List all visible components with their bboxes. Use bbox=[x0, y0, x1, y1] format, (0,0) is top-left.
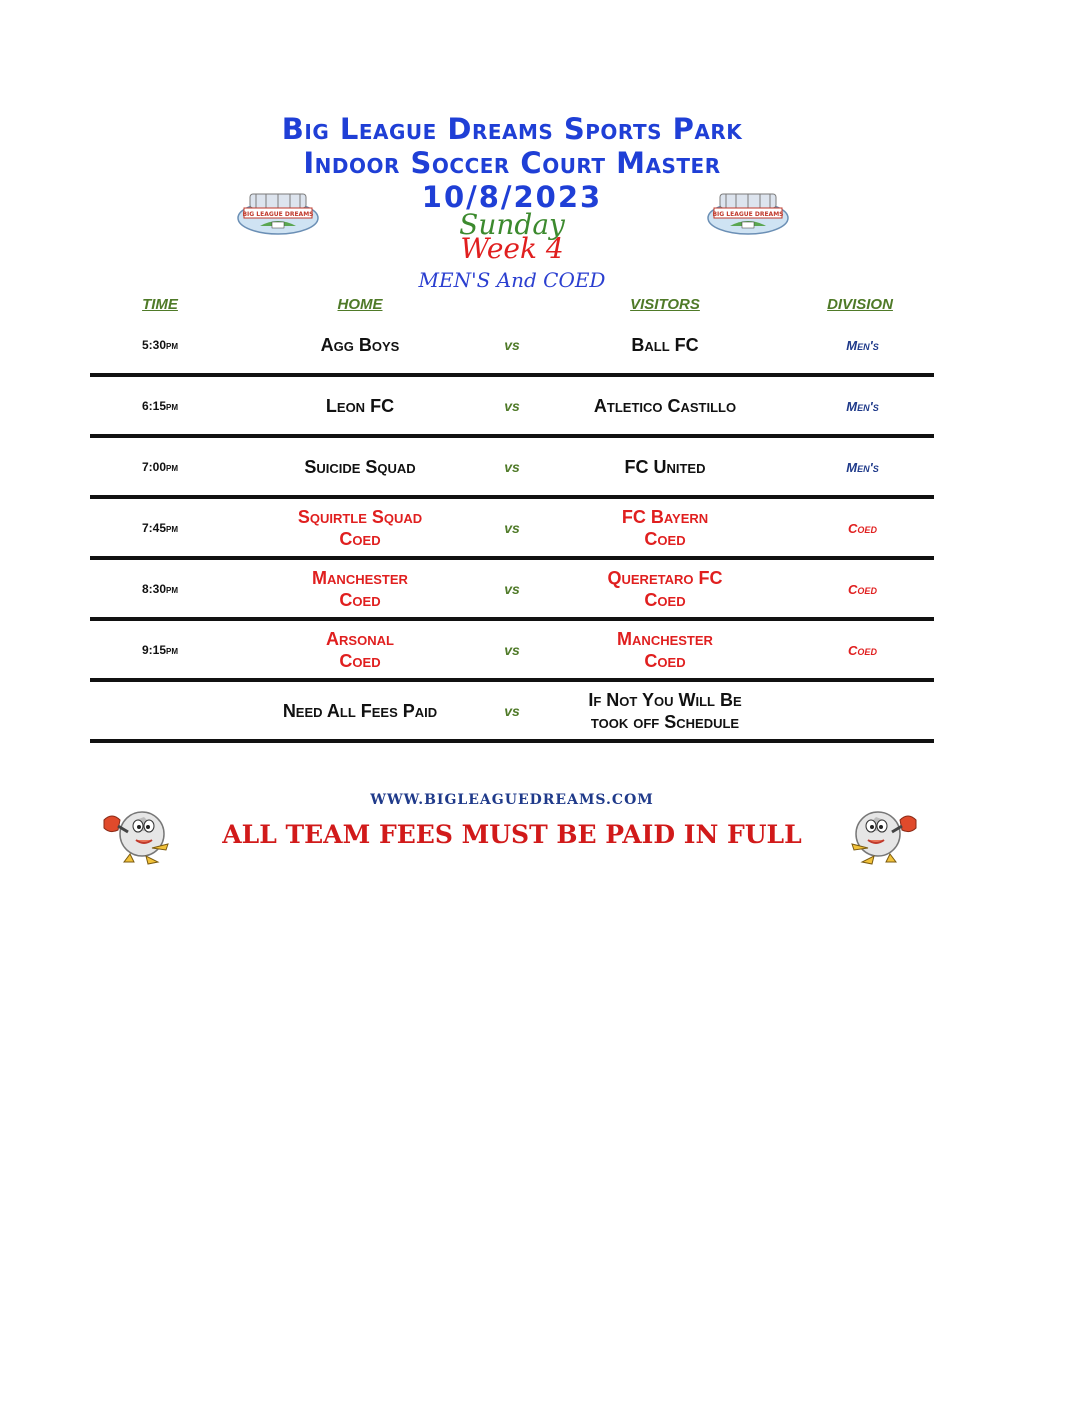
home-team bbox=[240, 681, 480, 741]
game-time bbox=[120, 681, 200, 741]
game-time: 7:45pm bbox=[141, 521, 179, 535]
home-team-line: Need All Fees Paid bbox=[282, 701, 438, 721]
visitor-team bbox=[545, 620, 785, 680]
column-header-home: HOME bbox=[337, 296, 383, 313]
schedule-date: 10/8/2023 bbox=[421, 180, 603, 214]
visitor-team-line: Coed bbox=[644, 590, 686, 610]
visitor-team bbox=[545, 315, 785, 375]
visitor-team-line: Coed bbox=[644, 651, 686, 671]
visitor-team bbox=[545, 498, 785, 558]
visitor-team-line: If Not You Will Be bbox=[588, 690, 742, 710]
soccer-ball-mascot-right bbox=[842, 796, 924, 866]
versus-label: vs bbox=[504, 703, 520, 719]
visitor-team-line: Manchester bbox=[617, 629, 713, 649]
division-label: Men's bbox=[846, 398, 879, 414]
visitor-team bbox=[545, 681, 785, 741]
game-row bbox=[90, 620, 934, 680]
home-team bbox=[240, 315, 480, 375]
home-team bbox=[240, 437, 480, 497]
fees-notice: ALL TEAM FEES MUST BE PAID IN FULL bbox=[222, 820, 802, 849]
game-row bbox=[90, 559, 934, 619]
division-label bbox=[805, 681, 920, 741]
visitor-team-line: Atletico Castillo bbox=[593, 396, 737, 416]
visitor-team bbox=[545, 437, 785, 497]
logo-text: BIG LEAGUE DREAMS bbox=[712, 211, 784, 218]
schedule-subtitle: MEN'S And COED bbox=[418, 268, 606, 292]
home-team bbox=[240, 498, 480, 558]
division-label: Men's bbox=[846, 459, 879, 475]
stadium-logo-right bbox=[706, 186, 790, 236]
versus-label: vs bbox=[504, 642, 520, 658]
home-team bbox=[240, 376, 480, 436]
versus-label: vs bbox=[504, 581, 520, 597]
home-team-line: Coed bbox=[339, 651, 381, 671]
visitor-team-line: Coed bbox=[644, 529, 686, 549]
game-time: 9:15pm bbox=[141, 643, 179, 657]
visitor-team bbox=[545, 376, 785, 436]
column-header-time: TIME bbox=[142, 296, 178, 313]
visitor-team bbox=[545, 559, 785, 619]
versus-label: vs bbox=[504, 337, 520, 353]
row-divider bbox=[90, 739, 934, 743]
visitor-team-line: Queretaro FC bbox=[607, 568, 723, 588]
stadium-logo-left bbox=[236, 186, 320, 236]
home-team-line: Suicide Squad bbox=[304, 457, 416, 477]
home-team-line: Squirtle Squad bbox=[297, 507, 423, 527]
schedule-day: Sunday bbox=[459, 208, 565, 241]
home-team-line: Arsonal bbox=[326, 629, 394, 649]
game-time: 6:15pm bbox=[141, 399, 179, 413]
division-label: Coed bbox=[848, 581, 877, 597]
visitor-team-line: FC Bayern bbox=[621, 507, 709, 527]
home-team-line: Manchester bbox=[312, 568, 408, 588]
game-time: 7:00pm bbox=[141, 460, 179, 474]
title-park-name: Big League Dreams Sports Park bbox=[281, 112, 743, 146]
home-team-line: Coed bbox=[339, 529, 381, 549]
home-team bbox=[240, 559, 480, 619]
division-label: Coed bbox=[848, 520, 877, 536]
soccer-ball-mascot-left bbox=[96, 796, 178, 866]
game-time: 8:30pm bbox=[141, 582, 179, 596]
schedule-week: Week 4 bbox=[460, 232, 564, 265]
versus-label: vs bbox=[504, 520, 520, 536]
visitor-team-line: FC United bbox=[624, 457, 706, 477]
visitor-team-line: took off Schedule bbox=[590, 712, 740, 732]
visitor-team-line: Ball FC bbox=[631, 335, 699, 355]
game-time: 5:30pm bbox=[141, 338, 179, 352]
game-row bbox=[90, 681, 934, 741]
website-url: WWW.BIGLEAGUEDREAMS.COM bbox=[370, 792, 654, 808]
game-row bbox=[90, 437, 934, 497]
versus-label: vs bbox=[504, 398, 520, 414]
division-label: Men's bbox=[846, 337, 879, 353]
home-team-line: Leon FC bbox=[325, 396, 395, 416]
game-row bbox=[90, 498, 934, 558]
home-team-line: Coed bbox=[339, 590, 381, 610]
column-header-visitors: VISITORS bbox=[630, 296, 700, 313]
game-row bbox=[90, 376, 934, 436]
home-team-line: Agg Boys bbox=[320, 335, 400, 355]
home-team bbox=[240, 620, 480, 680]
logo-text: BIG LEAGUE DREAMS bbox=[242, 211, 314, 218]
division-label: Coed bbox=[848, 642, 877, 658]
game-row bbox=[90, 315, 934, 375]
title-court-master: Indoor Soccer Court Master bbox=[303, 146, 721, 180]
versus-label: vs bbox=[504, 459, 520, 475]
column-header-division: DIVISION bbox=[827, 296, 893, 313]
